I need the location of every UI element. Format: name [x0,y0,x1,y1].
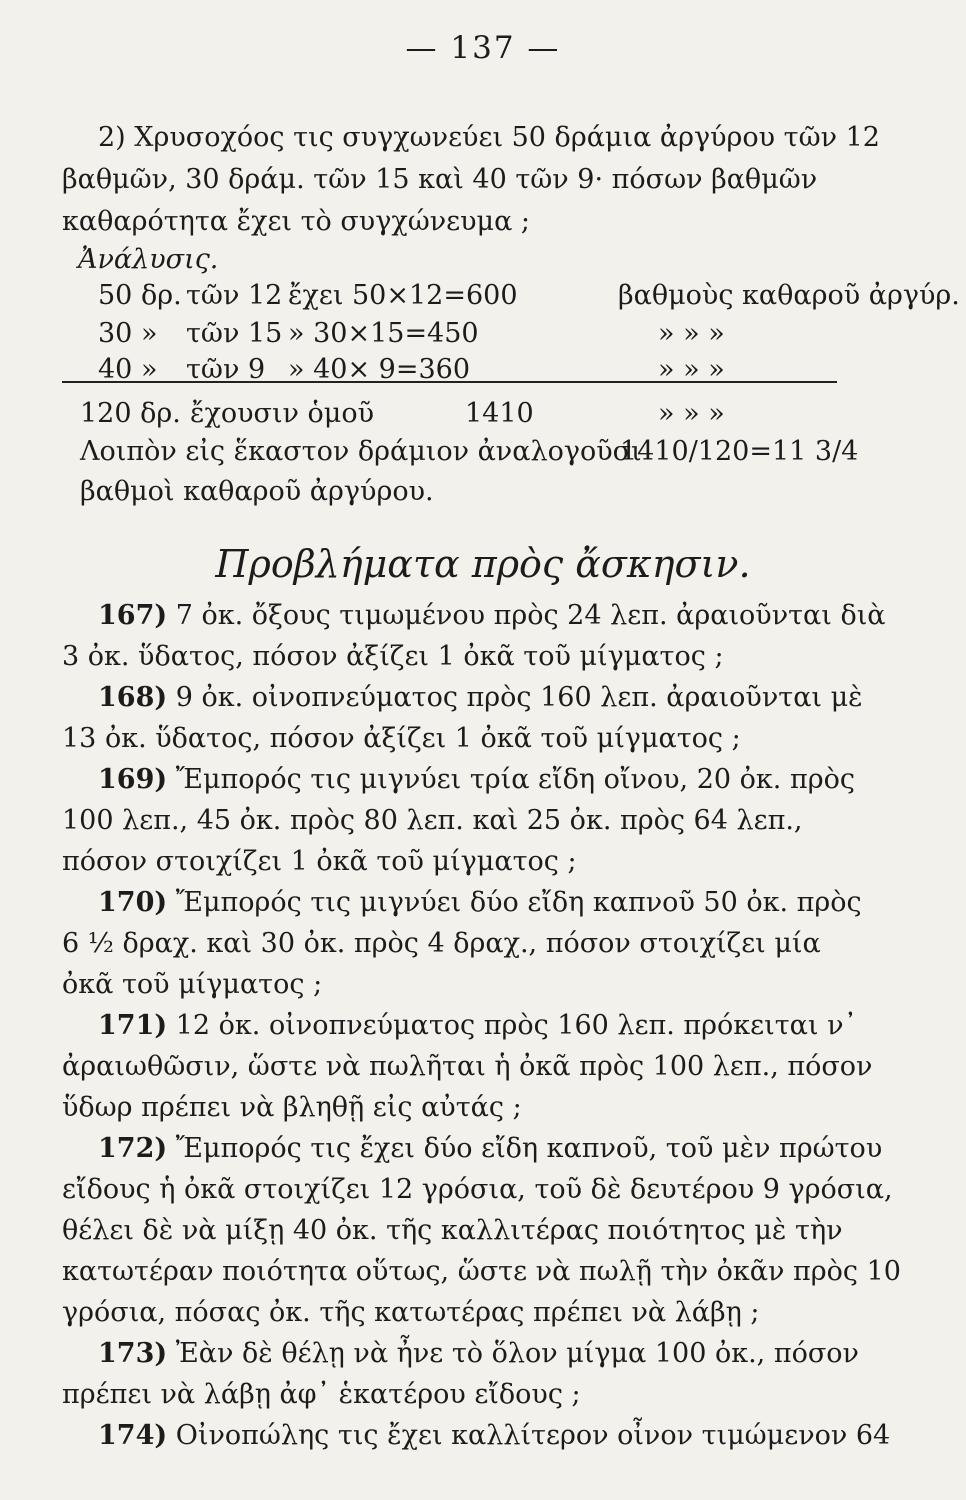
problem-number: 171) [98,1010,168,1041]
row-weight: 50 δρ. [98,280,182,311]
row-grade: 9 [248,354,266,385]
problem-line [98,760,958,800]
problem-number: 174) [98,1420,168,1451]
problem-text: Ἔμπορός τις ἔχει δύο εἴδη καπνοῦ, τοῦ μὲν πρώτου [175,1133,883,1164]
analysis-label: Ἀνάλυσις. [78,244,219,275]
problem-line: 6 ½ δραχ. καὶ 30 ὀκ. πρὸς 4 δραχ., πόσον στοιχίζει μία [62,928,821,959]
problem-number: 168) [98,682,168,713]
problem-line [98,1416,958,1456]
problem-line: 13 ὀκ. ὕδατος, πόσον ἀξίζει 1 ὀκᾶ τοῦ μίγματος ; [62,723,741,754]
problem-line [98,883,958,923]
row-grade: 12 [248,280,283,311]
row-result: βαθμοὺς καθαροῦ ἀργύρ. [618,280,960,311]
problem-text: Ἔμπορός τις μιγνύει τρία εἴδη οἴνου, 20 ὀκ. πρὸς [175,764,855,795]
problem-line [98,678,958,718]
total-text: ἔχουσιν ὁμοῦ [190,398,375,429]
problem2-line: βαθμῶν, 30 δράμ. τῶν 15 καὶ 40 τῶν 9· πόσων βαθμῶν [62,164,818,195]
problem-text: Ἔμπορός τις μιγνύει δύο εἴδη καπνοῦ 50 ὀκ. πρὸς [175,887,862,918]
problem-number: 170) [98,887,168,918]
row-of: τῶν [186,280,240,311]
problem-line: εἴδους ἡ ὀκᾶ στοιχίζει 12 γρόσια, τοῦ δὲ δευτέρου 9 γρόσια, [62,1174,893,1205]
conclusion-text: Λοιπὸν εἰς ἕκαστον δράμιον ἀναλογοῦσι [80,436,642,467]
conclusion-line [80,432,940,472]
problem-text: 9 ὀκ. οἰνοπνεύματος πρὸς 160 λεπ. ἀραιοῦνται μὲ [175,682,863,713]
problem-text: Ἐὰν δὲ θέλῃ νὰ ἦνε τὸ ὅλον μίγμα 100 ὀκ., πόσον [175,1338,859,1369]
row-calc: » 30×15=450 [288,318,479,349]
row-result: » » » [658,318,725,349]
page-number: — 137 — [405,30,561,66]
section-heading: Προβλήματα πρὸς ἄσκησιν. [215,542,751,586]
total-weight: 120 δρ. [80,398,181,429]
problem-line [98,1129,958,1169]
problem-line: ὕδωρ πρέπει νὰ βληθῇ εἰς αὐτάς ; [62,1092,522,1123]
problem-number: 167) [98,600,168,631]
sum-rule [62,381,837,383]
row-of: τῶν [186,354,240,385]
row-calc: » 40× 9=360 [288,354,470,385]
problem-text: 12 ὀκ. οἰνοπνεύματος πρὸς 160 λεπ. πρόκειται ν᾿ [175,1010,857,1041]
problem-line: πρέπει νὰ λάβῃ ἀφ᾿ ἑκατέρου εἴδους ; [62,1379,581,1410]
problem-line: ἀραιωθῶσιν, ὥστε νὰ πωλῆται ἡ ὀκᾶ πρὸς 100 λεπ., πόσον [62,1051,873,1082]
row-result: » » » [658,354,725,385]
problem-line: 3 ὀκ. ὕδατος, πόσον ἀξίζει 1 ὀκᾶ τοῦ μίγματος ; [62,641,724,672]
problem-line [98,596,958,636]
total-result: » » » [658,398,725,429]
problem2-line: 2) Χρυσοχόος τις συγχωνεύει 50 δράμια ἀργύρου τῶν 12 [98,122,880,153]
problem-line: 100 λεπ., 45 ὀκ. πρὸς 80 λεπ. καὶ 25 ὀκ. πρὸς 64 λεπ., [62,805,803,836]
problem-number: 173) [98,1338,168,1369]
problem-line [98,1334,958,1374]
problem-line: θέλει δὲ νὰ μίξῃ 40 ὀκ. τῆς καλλιτέρας ποιότητος μὲ τὴν [62,1215,843,1246]
problem-text: 7 ὀκ. ὄξους τιμωμένου πρὸς 24 λεπ. ἀραιοῦνται διὰ [175,600,886,631]
row-calc: ἔχει 50×12=600 [288,280,518,311]
problem-line: κατωτέραν ποιότητα οὕτως, ὥστε νὰ πωλῇ τὴν ὀκᾶν πρὸς 10 [62,1256,901,1287]
row-of: τῶν [186,318,240,349]
problem-number: 169) [98,764,168,795]
total-value: 1410 [465,398,534,429]
fraction-result: 1410/120=11 3/4 [620,436,859,467]
problem-line: γρόσια, πόσας ὀκ. τῆς κατωτέρας πρέπει νὰ λάβῃ ; [62,1297,760,1328]
problem-number: 172) [98,1133,168,1164]
row-weight: 30 » [98,318,158,349]
problem-text: Οἰνοπώλης τις ἔχει καλλίτερον οἶνον τιμώμενον 64 [175,1420,891,1451]
row-weight: 40 » [98,354,158,385]
row-grade: 15 [248,318,283,349]
problem2-line: καθαρότητα ἔχει τὸ συγχώνευμα ; [62,206,531,237]
conclusion-line: βαθμοὶ καθαροῦ ἀργύρου. [80,476,434,507]
problem-line: πόσον στοιχίζει 1 ὀκᾶ τοῦ μίγματος ; [62,846,577,877]
problem-line [98,1006,958,1046]
problem-line: ὀκᾶ τοῦ μίγματος ; [62,969,323,1000]
